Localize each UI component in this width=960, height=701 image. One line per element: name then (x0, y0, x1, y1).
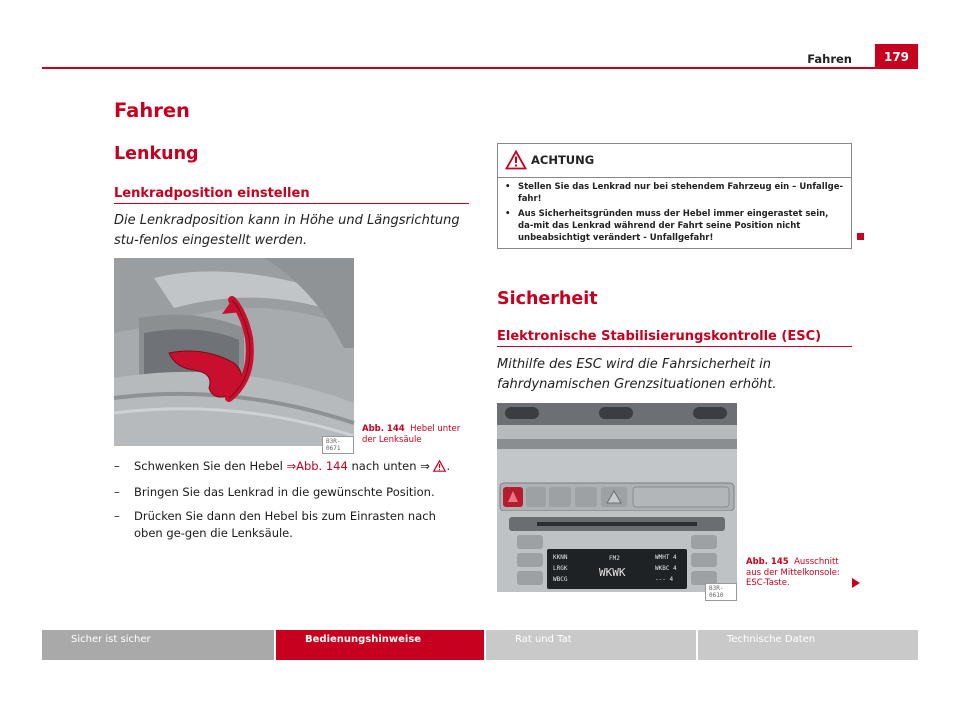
running-header-section: Fahren (807, 52, 852, 66)
continue-arrow-icon (852, 578, 860, 588)
step-dash: – (114, 459, 120, 473)
figure-code: B3R-0610 (705, 583, 737, 601)
steering-lever-illustration (114, 258, 354, 446)
radio-preset-left: LRGK (553, 565, 568, 572)
section-heading-lenkung: Lenkung (114, 144, 199, 164)
warning-item-text: Aus Sicherheitsgründen muss der Hebel immer eingerastet sein, da-mit das Lenkrad während der Fahrt seine Position nicht unbeabsichtigt verändert - Unfallgefahr! (518, 209, 829, 243)
radio-band: FM2 (609, 555, 620, 562)
header-rule (42, 67, 918, 69)
bullet: • (505, 182, 511, 192)
figure-code: B3R-0671 (322, 436, 354, 454)
center-console-illustration (497, 403, 737, 592)
caption-text: Ausschnitt aus der Mittelkonsole: ESC-Taste. (746, 557, 840, 588)
step-text: Bringen Sie das Lenkrad in die gewünschte Position. (134, 485, 435, 499)
radio-preset-right: --- 4 (655, 576, 674, 583)
bullet: • (505, 209, 511, 219)
page-number: 179 (875, 44, 918, 69)
section-heading-sicherheit: Sicherheit (497, 289, 598, 309)
footer-tab[interactable]: Bedienungshinweise (274, 630, 484, 660)
step-2 (114, 484, 464, 501)
subsection-heading-esc: Elektronische Stabilisierungskontrolle (ESC) (497, 329, 822, 344)
warning-item (505, 208, 844, 244)
step-dash: – (114, 485, 120, 499)
warning-title: ACHTUNG (531, 153, 595, 167)
radio-preset-right: WMHT 4 (655, 554, 677, 561)
warning-box (497, 143, 852, 249)
figure-center-console (497, 403, 737, 599)
caption-label: Abb. 144 (362, 424, 405, 434)
warning-body (498, 178, 851, 244)
step-1 (114, 458, 464, 477)
step-dash: – (114, 509, 120, 523)
intro-text: Mithilfe des ESC wird die Fahrsicherheit in fahrdynamischen Grenzsituationen erhöht. (497, 357, 777, 392)
caption-text: Hebel unter der Lenksäule (362, 424, 461, 445)
figure-reference-link[interactable]: ⇒Abb. 144 (286, 459, 348, 473)
subsection-rule (114, 203, 469, 204)
step-text: . (446, 459, 451, 473)
step-text: nach unten ⇒ (347, 459, 434, 473)
radio-station: WKWK (599, 566, 626, 579)
warning-item (505, 181, 844, 205)
warning-reference-icon[interactable] (433, 460, 446, 477)
step-text: Drücken Sie dann den Hebel bis zum Einrasten nach oben ge-gen die Lenksäule. (134, 509, 436, 540)
chapter-title: Fahren (114, 99, 190, 122)
warning-triangle-icon (505, 150, 527, 174)
section-end-marker (857, 233, 864, 240)
radio-preset-left: WBCG (553, 576, 568, 583)
warning-item-text: Stellen Sie das Lenkrad nur bei stehendem Fahrzeug ein – Unfallge-fahr! (518, 182, 843, 204)
caption-label: Abb. 145 (746, 557, 789, 567)
subsection-rule (497, 346, 852, 347)
intro-text: Die Lenkradposition kann in Höhe und Längsrichtung stu-fenlos eingestellt werden. (114, 213, 460, 248)
figure-steering-lever (114, 258, 354, 452)
warning-header (498, 144, 851, 178)
instruction-steps (114, 458, 464, 549)
footer-tab[interactable]: Sicher ist sicher (42, 630, 274, 660)
figure-caption-144 (362, 424, 462, 445)
radio-preset-left: KKNN (553, 554, 568, 561)
figure-caption-145 (746, 557, 854, 589)
radio-preset-right: WKBC 4 (655, 565, 677, 572)
step-text: Schwenken Sie den Hebel (134, 459, 287, 473)
subsection-heading-lenkradposition: Lenkradposition einstellen (114, 186, 310, 201)
footer-tab[interactable]: Technische Daten (696, 630, 918, 660)
footer-tabs (42, 630, 918, 660)
step-3 (114, 508, 464, 542)
footer-tab[interactable]: Rat und Tat (484, 630, 696, 660)
